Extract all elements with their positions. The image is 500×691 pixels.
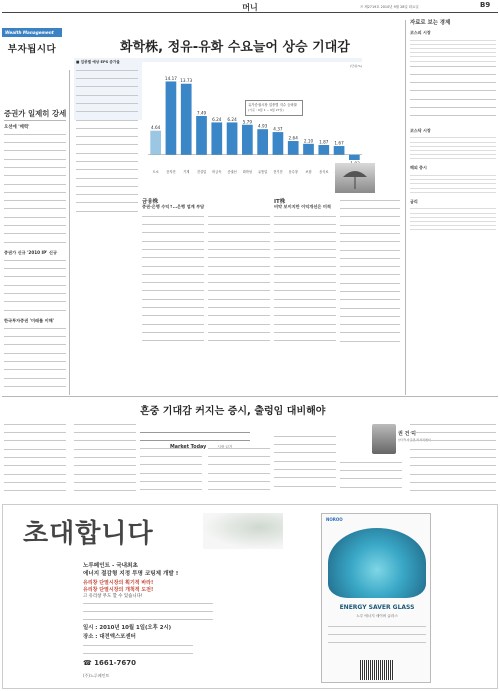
product-name: ENERGY SAVER GLASS [339, 604, 415, 611]
chart-data-label: 14.17 [164, 75, 177, 81]
brand-english: Wealth Management [2, 28, 62, 37]
header-section-title: 머니 [242, 3, 258, 12]
chart-data-label: 4.64 [150, 125, 161, 131]
chart-category-label: 화학성 [242, 170, 252, 174]
chart-bar [257, 129, 268, 154]
intro-box-title: ■ 업종별 예상 EPS 증가율 [76, 60, 120, 64]
kosdaq-table-title: 코스닥 시장 [410, 127, 431, 133]
ad-point-1: 유리창 단열시장의 획기적 바라! [83, 580, 154, 586]
ad-subtitle: 에너지 절감형 지정 투명 코팅제 개발 ! [83, 571, 179, 577]
article-finance-sub: 증권·은행 수익↑…은행 업계 부담 [142, 204, 205, 209]
chart-legend-box [245, 100, 303, 116]
chart-bar [211, 122, 222, 154]
right-panel-tables [410, 28, 496, 348]
chart-bar [273, 132, 284, 155]
chart-data-label: 6.24 [212, 116, 222, 122]
product-sub: 노루 에너지 세이버 글라스 [356, 614, 398, 618]
chart-legend-sub: (기준 : 9월 1 ~ 9월 27일) [248, 108, 284, 112]
market-today-sub: 시장 읽기 [217, 445, 233, 449]
brand-korean: 부자됩시다 [7, 44, 57, 55]
columnist-name: 권 건 덕 [398, 431, 416, 437]
main-headline: 화학株, 정유-유화 수요늘어 상승 기대감 [120, 40, 350, 55]
lower-column-3 [140, 444, 202, 500]
product-logo: NOROO [326, 517, 343, 522]
chart-category-label: 전기전 [273, 170, 283, 174]
lower-column-1 [4, 420, 66, 500]
ad-schedule: 일시 : 2010년 10월 1일(오후 2시) [83, 625, 172, 631]
chart-data-label: 6.24 [227, 116, 237, 122]
product-visual [328, 528, 426, 598]
ad-sponsor: 노루페인트 - 국내최초 [83, 563, 138, 569]
lower-column-5 [274, 432, 336, 500]
left-column-divider [69, 70, 70, 395]
ad-details [83, 599, 213, 621]
lower-column-7 [410, 420, 496, 500]
mid-divider [2, 396, 498, 397]
chart-data-label: 4.37 [273, 126, 283, 132]
rate-table [410, 205, 496, 231]
world-index-table [410, 171, 496, 192]
chart-bar [303, 144, 314, 155]
ad-leaf-graphic [203, 513, 283, 549]
chart-bar [334, 146, 345, 155]
chart-data-label: 2.10 [303, 138, 314, 144]
intro-column-1 [76, 66, 138, 216]
left-article-3-body [4, 324, 66, 390]
chart-category-label: 유통업 [258, 170, 268, 174]
right-panel-title: 자료로 보는 경제 [410, 20, 451, 26]
chart-bar [150, 131, 161, 155]
chart-unit: (단위:%) [350, 64, 362, 68]
header-divider [2, 12, 498, 13]
ad-sponsor-mark: (주)노루페인트 [83, 673, 110, 678]
chart-category-label: 보험 [305, 170, 312, 174]
chart-category-label: 음식료 [319, 170, 329, 174]
phone-icon: ☎ [83, 659, 95, 667]
ad-contact [83, 641, 193, 655]
left-title-underline [4, 120, 66, 121]
chart-data-label: 7.49 [196, 110, 207, 116]
right-panel-divider [405, 20, 406, 395]
chart-container [142, 62, 366, 187]
secondary-headline: 흔중 기대감 커지는 증시, 출렁임 대비해야 [140, 406, 326, 417]
article-column-4 [274, 212, 336, 347]
ad-invite-title: 초대합니다 [23, 519, 154, 549]
market-today-label [140, 432, 250, 450]
chart-category-label: 증자전 [166, 170, 176, 174]
left-article-2-body [4, 256, 66, 314]
left-subhead-3: 한국투자증권 '미래를 이해' [4, 318, 54, 323]
ad-phone [83, 659, 136, 667]
wealth-management-logo [2, 28, 62, 66]
product-desc [328, 622, 426, 652]
rain-photo [335, 163, 375, 193]
columnist-photo [372, 424, 396, 454]
header-date: 즈 제2719호 2010년 9월 28일 화요일 [360, 5, 419, 9]
chart-category-label: 증권선 [227, 170, 237, 174]
chart-data-label: 1.67 [334, 140, 344, 146]
ad-phone-number: 1661-7670 [94, 659, 137, 667]
chart-legend: 유가증권시장 업종별 지수 등락률 [248, 103, 298, 107]
chart-bar [166, 81, 177, 154]
article-finance-title: 금융株 [142, 199, 159, 205]
left-section-title: 증권가 일제히 강세 [4, 109, 67, 118]
chart-bar [196, 116, 207, 155]
invitation-ad [2, 504, 498, 689]
left-subhead-2: 증권가 신규 '2010 IP' 신규 [4, 250, 57, 255]
kosdaq-table [410, 134, 496, 160]
world-index-table-title: 해외 증시 [410, 165, 427, 171]
lower-column-4 [208, 444, 270, 500]
chart-bar [242, 125, 253, 155]
product-barcode [360, 660, 394, 680]
rate-table-title: 금리 [410, 198, 418, 204]
left-article-1-body [4, 130, 66, 246]
chart-category-label: 비금속 [212, 170, 222, 174]
article-it-title: IT株 [274, 199, 286, 205]
ad-place: 장소 : 대전엑스포센터 [83, 634, 136, 640]
chart-data-label: 5.79 [242, 119, 253, 125]
ad-point-2: 유리창 단열시장의 개척적 도전! [83, 587, 154, 593]
kospi-table-title: 코스피 시장 [410, 30, 431, 35]
umbrella-icon [335, 163, 375, 193]
bar-chart [142, 62, 366, 187]
lower-column-2 [74, 420, 136, 500]
chart-data-label: 2.64 [288, 135, 298, 141]
product-box [321, 513, 431, 683]
chart-bar [288, 141, 299, 155]
chart-category-label: 기계 [183, 170, 190, 174]
chart-data-label: 13.73 [180, 78, 193, 84]
article-column-3 [208, 212, 270, 347]
article-column-2 [142, 212, 204, 347]
market-today-title: Market Today [170, 445, 207, 450]
chart-bar [349, 155, 360, 160]
chart-category-label: 운수창 [288, 170, 298, 174]
columnist-role: 한국투자증권 리서치센터 [398, 438, 431, 442]
article-column-5 [340, 196, 400, 346]
chart-category-label: 건설업 [196, 170, 207, 174]
article-it-sub: 비약 보이지만 이익개선은 미적 [274, 204, 331, 209]
lower-column-6 [340, 458, 402, 500]
chart-bar [227, 122, 238, 154]
ad-point-3: 고 유리창 무도 할 수 있습니다! [83, 594, 143, 599]
chart-category-label: 도소 [152, 170, 159, 174]
left-subhead-1: 오션에 '매력' [4, 125, 30, 130]
chart-bar [181, 84, 192, 155]
chart-data-label: 4.93 [257, 123, 268, 129]
chart-bar [318, 145, 329, 155]
header-page-number: B9 [480, 1, 491, 9]
chart-data-label: 1.87 [319, 139, 329, 145]
kospi-table [410, 36, 496, 62]
